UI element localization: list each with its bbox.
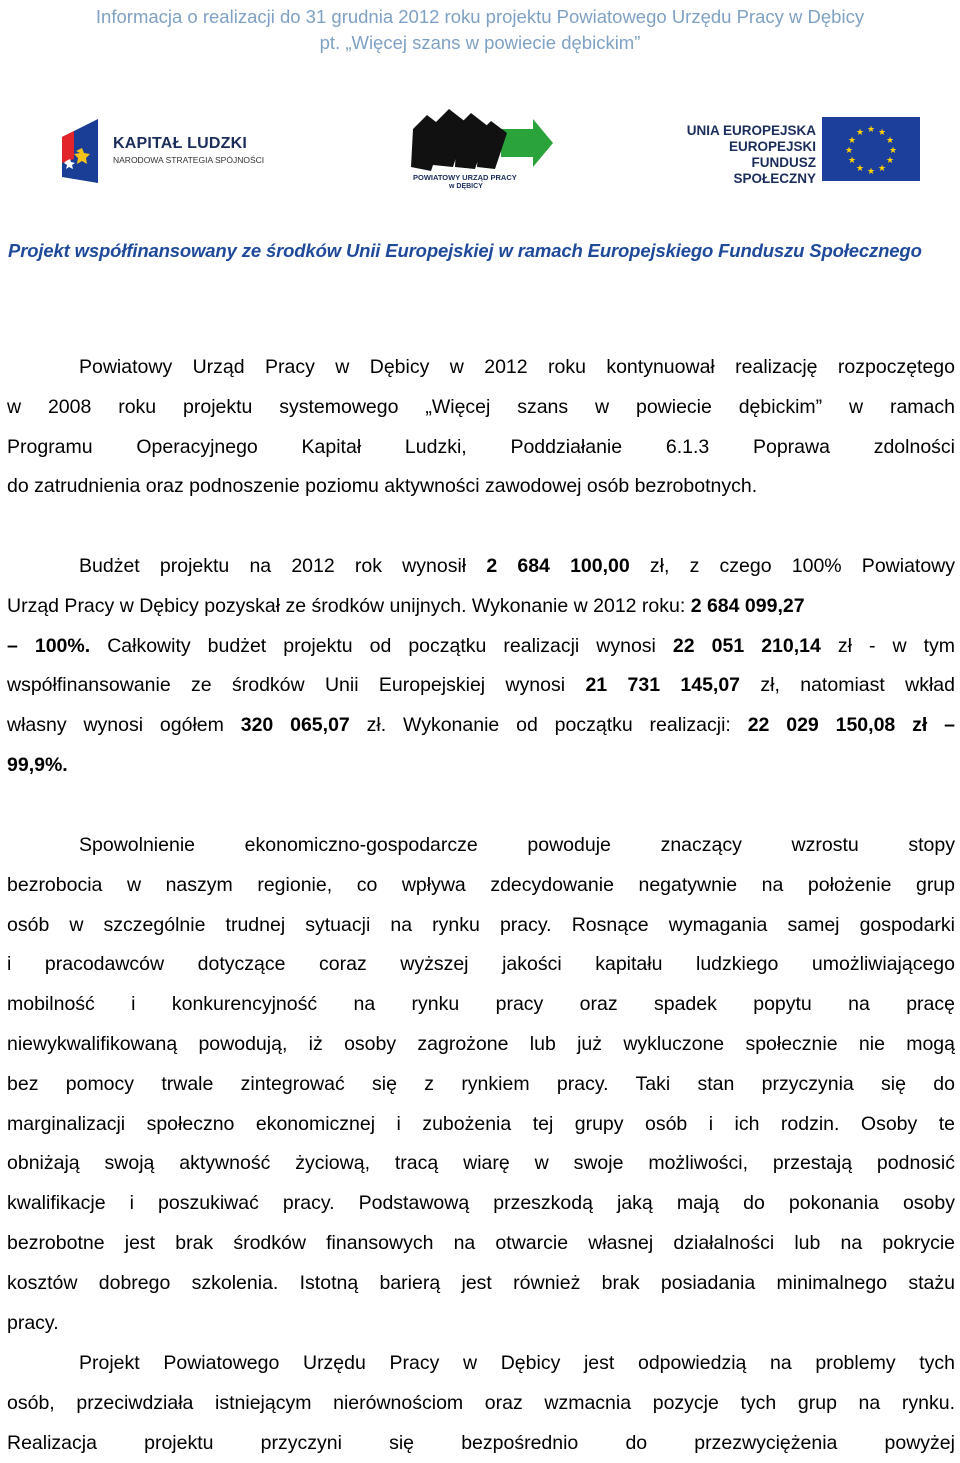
p4-line-1: Projekt Powiatowego Urzędu Pracy w Dębicy jest odpowiedzią na problemy tych xyxy=(79,1352,955,1374)
kapital-ludzki-subtitle: NARODOWA STRATEGIA SPÓJNOŚCI xyxy=(113,155,265,165)
header-line-2: pt. „Więcej szans w powiecie dębickim” xyxy=(319,32,641,53)
p3-line-6: niewykwalifikowaną powodują, iż osoby zagrożone lub już wykluczone społecznie nie mogą xyxy=(7,1032,955,1055)
p3-line-1: Spowolnienie ekonomiczno-gospodarcze powoduje znaczący wzrostu stopy xyxy=(79,834,955,856)
p3-line-5: mobilność i konkurencyjność na rynku pracy oraz spadek popytu na pracę xyxy=(7,993,955,1016)
p3-line-2: bezrobocia w naszym regionie, co wpływa zdecydowanie negatywnie na położenie grup xyxy=(7,873,955,896)
svg-text:★: ★ xyxy=(847,136,857,146)
p2-line-1: Budżet projektu na 2012 rok wynosił 2 684 100,00 zł, z czego 100% Powiatowy xyxy=(79,555,956,577)
paragraph-1 xyxy=(7,348,955,507)
p2-line-3: – 100%. Całkowity budżet projektu od początku realizacji wynosi 22 051 210,14 zł - w tym xyxy=(7,634,956,657)
svg-text:★: ★ xyxy=(877,164,887,174)
p4-line-3: Realizacja projektu przyczyni się bezpośrednio do przezwyciężenia powyżej xyxy=(7,1431,955,1454)
svg-text:★: ★ xyxy=(855,128,865,138)
pup-emblem-icon xyxy=(405,107,555,173)
eu-logo-line-1: UNIA EUROPEJSKA xyxy=(686,123,816,138)
p3-line-10: kwalifikacje i poszukiwać pracy. Podstawową przeszkodą jaką mają do pokonania osoby xyxy=(7,1192,955,1215)
p4-line-2: osób, przeciwdziała istniejącym nierównościom oraz wzmacnia pozycje tych grup na rynku. xyxy=(7,1391,955,1414)
svg-text:★: ★ xyxy=(888,146,898,156)
svg-text:★: ★ xyxy=(877,128,887,138)
svg-text:★: ★ xyxy=(885,156,895,166)
p2-line-2: Urząd Pracy w Dębicy pozyskał ze środków unijnych. Wykonanie w 2012 roku: 2 684 099,27 xyxy=(7,594,805,617)
svg-text:★: ★ xyxy=(866,167,876,177)
p2-line-6: 99,9%. xyxy=(7,753,68,776)
paragraph-3 xyxy=(7,826,955,1343)
p3-line-12: kosztów dobrego szkolenia. Istotną barierą jest również brak posiadania minimalnego stażu xyxy=(7,1271,955,1294)
p3-line-9: obniżają swoją aktywność życiową, tracą wiarę w swoje możliwości, przestają podnosić xyxy=(7,1152,955,1175)
eu-logo-line-2: EUROPEJSKI xyxy=(728,139,816,154)
p1-line-4: do zatrudnienia oraz podnoszenie poziomu aktywności zawodowej osób bezrobotnych. xyxy=(7,475,758,498)
p1-line-3: Programu Operacyjnego Kapitał Ludzki, Poddziałanie 6.1.3 Poprawa zdolności xyxy=(7,435,955,458)
kapital-ludzki-emblem-icon xyxy=(58,117,102,185)
eu-logo-line-3: FUNDUSZ SPOŁECZNY xyxy=(733,155,816,186)
svg-text:★: ★ xyxy=(855,164,865,174)
svg-text:★: ★ xyxy=(866,125,876,135)
p3-line-8: marginalizacji społeczno ekonomicznej i zubożenia tej grupy osób i ich rodzin. Osoby te xyxy=(7,1112,955,1135)
svg-text:★: ★ xyxy=(847,156,857,166)
p3-line-11: bezrobotne jest brak środków finansowych na otwarcie własnej działalności lub na pokrycie xyxy=(7,1231,955,1254)
p2-line-5: własny wynosi ogółem 320 065,07 zł. Wykonanie od początku realizacji: 22 029 150,08 zł – xyxy=(7,714,955,737)
p1-line-1: Powiatowy Urząd Pracy w Dębicy w 2012 roku kontynuował realizację rozpoczętego xyxy=(79,356,955,378)
p3-line-13: pracy. xyxy=(7,1311,59,1334)
svg-text:★: ★ xyxy=(885,136,895,146)
p2-line-4: współfinansowanie ze środków Unii Europejskiej wynosi 21 731 145,07 zł, natomiast wkład xyxy=(7,674,955,697)
pup-debica-logo xyxy=(405,107,555,199)
page-header xyxy=(0,4,960,56)
paragraph-2 xyxy=(7,547,955,786)
pup-logo-line-1: POWIATOWY URZĄD PRACY xyxy=(413,173,517,182)
paragraph-4 xyxy=(7,1344,955,1463)
kapital-ludzki-logo xyxy=(58,117,278,187)
p1-line-2: w 2008 roku projektu systemowego „Więcej szans w powiecie dębickim” w ramach xyxy=(7,395,955,418)
pup-logo-line-2: w DĘBICY xyxy=(449,183,483,190)
kapital-ludzki-title: KAPITAŁ LUDZKI xyxy=(113,135,248,152)
p3-line-7: bez pomocy trwale zintegrować się z rynkiem pracy. Taki stan przyczynia się do xyxy=(7,1072,955,1095)
eu-flag-icon xyxy=(822,117,920,181)
p3-line-4: i pracodawców dotyczące coraz wyższej jakości kapitału ludzkiego umożliwiającego xyxy=(7,953,955,976)
eu-efs-logo xyxy=(676,115,926,185)
header-line-1: Informacja o realizacji do 31 grudnia 2012 roku projektu Powiatowego Urzędu Pracy w Dębicy xyxy=(95,6,865,27)
logo-bar xyxy=(0,95,960,205)
svg-text:★: ★ xyxy=(844,146,854,156)
p3-line-3: osób w szczególnie trudnej sytuacji na rynku pracy. Rosnące wymagania samej gospodarki xyxy=(7,913,955,936)
cofinancing-tagline: Projekt współfinansowany ze środków Unii Europejskiej w ramach Europejskiego Funduszu Społecznego xyxy=(8,240,922,261)
